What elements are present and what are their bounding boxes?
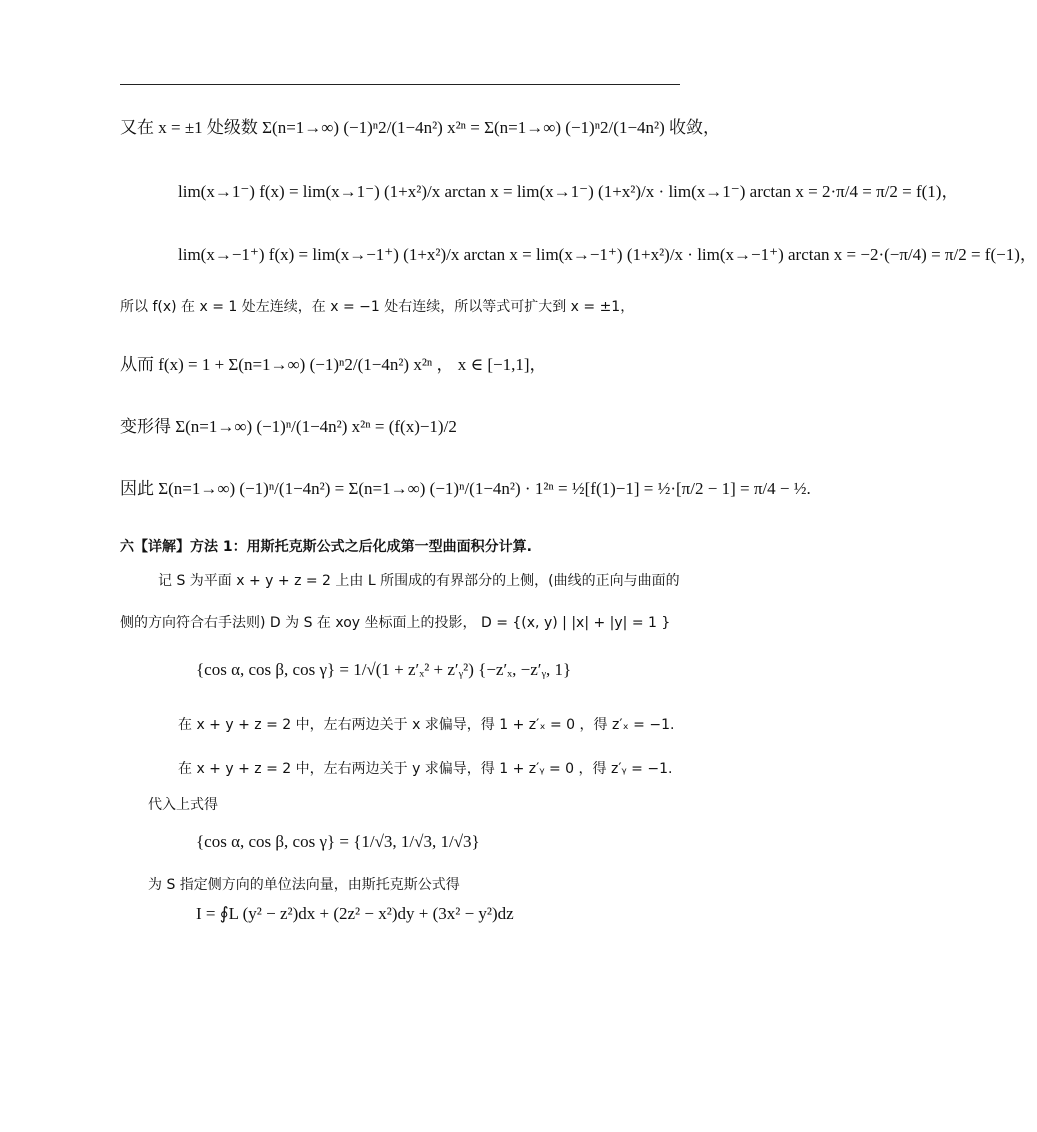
section-six-heading: 六【详解】方法 1：用斯托克斯公式之后化成第一型曲面积分计算. (120, 539, 532, 555)
series-convergence-line: 又在 x = ±1 处级数 Σ(n=1→∞) (−1)ⁿ2/(1−4n²) x²ⁿ = Σ(n=1→∞) (−1)ⁿ2/(1−4n²) 收敛， (120, 118, 721, 137)
rearranged-series: 变形得 Σ(n=1→∞) (−1)ⁿ/(1−4n²) x²ⁿ = (f(x)−1)/2 (120, 417, 457, 436)
series-sum-result: 因此 Σ(n=1→∞) (−1)ⁿ/(1−4n²) = Σ(n=1→∞) (−1)ⁿ/(1−4n²) · 1²ⁿ = ½[f(1)−1] = ½·[π/2 − 1] = π/4 − ½. (120, 479, 811, 498)
function-series-expansion: 从而 f(x) = 1 + Σ(n=1→∞) (−1)ⁿ2/(1−4n²) x²ⁿ ， x ∈ [−1,1]， (120, 355, 547, 374)
normal-vector-formula: {cos α, cos β, cos γ} = 1/√(1 + z′ₓ² + z′ᵧ²) {−z′ₓ, −z′ᵧ, 1} (196, 660, 572, 679)
partial-derivative-y: 在 x + y + z = 2 中，左右两边关于 y 求偏导，得 1 + z′ᵧ = 0 ，得 z′ᵧ = −1. (178, 761, 673, 777)
line-integral-formula: I = ∮L (y² − z²)dx + (2z² − x²)dy + (3x² − y²)dz (196, 904, 514, 923)
unit-normal-vector: {cos α, cos β, cos γ} = {1/√3, 1/√3, 1/√3} (196, 832, 480, 851)
projection-definition-line: 侧的方向符合右手法则) D 为 S 在 xoy 坐标面上的投影， D = {(x, y) | |x| + |y| = 1 } (120, 615, 671, 631)
stokes-intro-line: 为 S 指定侧方向的单位法向量，由斯托克斯公式得 (148, 877, 460, 893)
continuity-statement: 所以 f(x) 在 x = 1 处左连续，在 x = −1 处右连续，所以等式可扩大到 x = ±1， (120, 299, 635, 315)
left-limit-equation: lim(x→1⁻) f(x) = lim(x→1⁻) (1+x²)/x arctan x = lim(x→1⁻) (1+x²)/x · lim(x→1⁻) arctan x = 2·π/4 = π/2 = f(1)， (178, 182, 959, 201)
substitute-label: 代入上式得 (148, 797, 218, 813)
right-limit-equation: lim(x→−1⁺) f(x) = lim(x→−1⁺) (1+x²)/x arctan x = lim(x→−1⁺) (1+x²)/x · lim(x→−1⁺) arctan x = −2·(−π/4) = π/2 = f(−1)， (178, 245, 1037, 264)
partial-derivative-x: 在 x + y + z = 2 中，左右两边关于 x 求偏导，得 1 + z′ₓ = 0 ，得 z′ₓ = −1. (178, 717, 675, 733)
header-rule (120, 84, 680, 85)
surface-definition-line: 记 S 为平面 x + y + z = 2 上由 L 所围成的有界部分的上侧，(曲线的正向与曲面的 (158, 573, 680, 589)
